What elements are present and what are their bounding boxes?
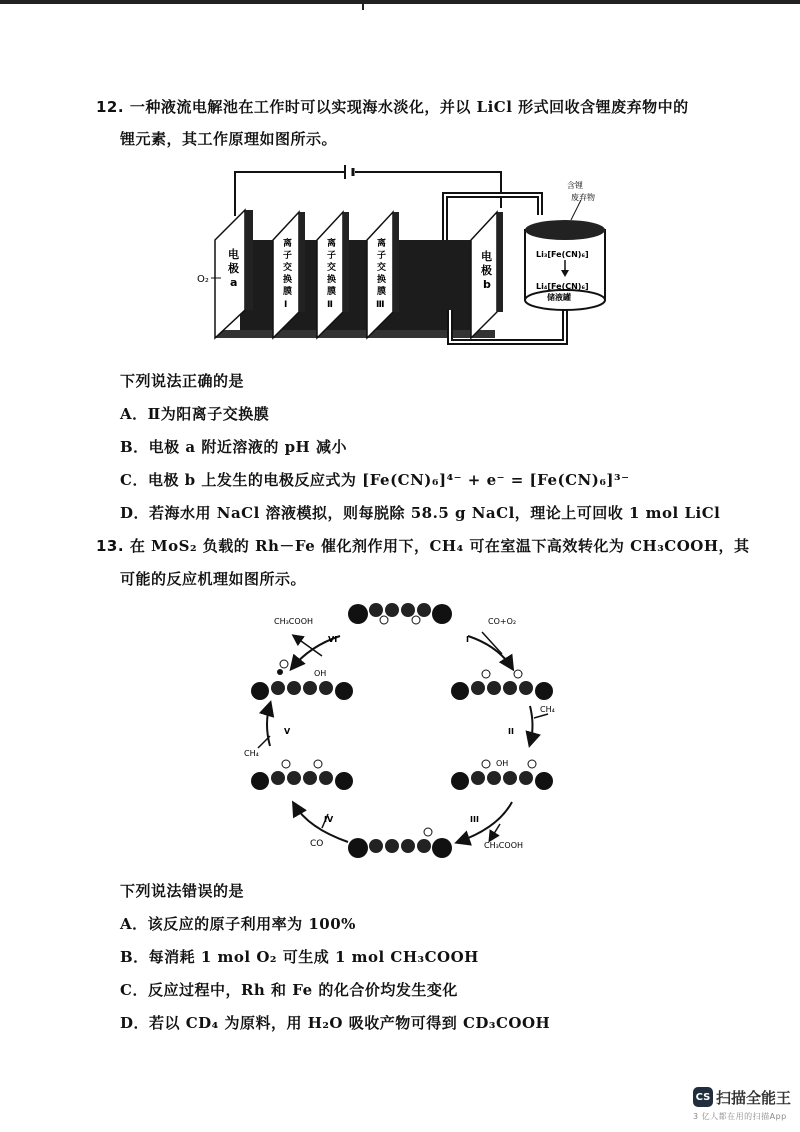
tank-label-li3: Li₃[Fe(CN)₆] bbox=[536, 250, 589, 259]
q12-option-c: C．电极 b 上发生的电极反应式为 [Fe(CN)₆]⁴⁻ + e⁻ = [Fe(CN)₆]³⁻ bbox=[120, 471, 630, 489]
scanner-app-name: 扫描全能王 bbox=[716, 1089, 792, 1107]
electrode-b-char-1: 电 bbox=[481, 250, 492, 263]
q12-prompt: 下列说法正确的是 bbox=[120, 372, 245, 390]
electrode-b-char-3: b bbox=[483, 278, 491, 291]
catalyst-chain-right-upper bbox=[451, 670, 553, 700]
membrane-3-char-3: 交 bbox=[377, 263, 387, 273]
label-ch3cooh-top: CH₃COOH bbox=[274, 617, 314, 626]
catalyst-chain-left-lower bbox=[251, 760, 353, 790]
label-oh-left: OH bbox=[314, 669, 327, 678]
step-label-vi: VI bbox=[328, 635, 338, 644]
q13-option-a: A．该反应的原子利用率为 100% bbox=[120, 915, 356, 933]
membrane-3-char-1: 离 bbox=[377, 239, 387, 249]
tank-label-tank: 储液罐 bbox=[547, 293, 571, 302]
membrane-2-number: Ⅱ bbox=[327, 300, 333, 310]
top-tick-mark bbox=[362, 4, 364, 10]
scanner-tagline: 3 亿人都在用的扫描App bbox=[693, 1112, 787, 1121]
cycle-arrow-iv bbox=[294, 804, 348, 842]
q12-stem-text-1: 一种液流电解池在工作时可以实现海水淡化，并以 LiCl 形式回收含锂废弃物中的 bbox=[129, 98, 689, 116]
cycle-arrow-v bbox=[267, 704, 270, 746]
cycle-arrow-iii bbox=[458, 802, 512, 842]
o2-inlet-label: O₂ bbox=[197, 274, 209, 285]
membrane-2-char-2: 子 bbox=[327, 251, 337, 261]
catalyst-chain-left-upper bbox=[251, 660, 353, 700]
q12-electrolysis-figure bbox=[195, 160, 635, 355]
catalyst-chain-top bbox=[348, 603, 452, 624]
tank-label-waste: 废弃物 bbox=[571, 193, 595, 202]
q12-number: 12. bbox=[96, 98, 125, 116]
membrane-3-char-4: 换 bbox=[377, 275, 387, 285]
membrane-2-char-5: 膜 bbox=[327, 287, 337, 297]
q13-prompt: 下列说法错误的是 bbox=[120, 882, 245, 900]
q13-option-d: D．若以 CD₄ 为原料，用 H₂O 吸收产物可得到 CD₃COOH bbox=[120, 1014, 551, 1032]
tank-label-li4: Li₄[Fe(CN)₆] bbox=[536, 282, 589, 291]
q13-stem-text-1: 在 MoS₂ 负载的 Rh－Fe 催化剂作用下，CH₄ 可在室温下高效转化为 CH₃COOH，其 bbox=[129, 537, 750, 555]
step-label-ii: II bbox=[508, 727, 514, 736]
q13-number: 13. bbox=[96, 537, 125, 555]
q13-mechanism-figure bbox=[230, 596, 570, 866]
scanner-logo-icon: CS bbox=[693, 1087, 713, 1107]
label-ch3cooh-bottom: CH₃COOH bbox=[484, 841, 524, 850]
q13-option-c: C．反应过程中，Rh 和 Fe 的化合价均发生变化 bbox=[120, 981, 458, 999]
membrane-3-char-2: 子 bbox=[377, 251, 387, 261]
tank-label-lithium: 含锂 bbox=[567, 181, 583, 190]
q13-option-b: B．每消耗 1 mol O₂ 可生成 1 mol CH₃COOH bbox=[120, 948, 479, 966]
membrane-2-char-3: 交 bbox=[327, 263, 337, 273]
membrane-1-char-5: 膜 bbox=[283, 287, 293, 297]
q12-option-b: B．电极 a 附近溶液的 pH 减小 bbox=[120, 438, 347, 456]
label-ch4-left: CH₄ bbox=[244, 749, 259, 758]
membrane-3-number: Ⅲ bbox=[376, 300, 385, 310]
electrode-b-char-2: 极 bbox=[481, 264, 492, 277]
q13-stem-line-1 bbox=[96, 535, 750, 556]
step-label-i: I bbox=[466, 635, 469, 644]
electrode-a-char-1: 电 bbox=[228, 248, 239, 261]
q12-stem-line-2: 锂元素，其工作原理如图所示。 bbox=[120, 130, 338, 148]
catalyst-chain-bottom bbox=[348, 828, 452, 858]
q13-stem-line-2: 可能的反应机理如图所示。 bbox=[120, 570, 307, 588]
membrane-2-char-1: 离 bbox=[327, 239, 337, 249]
q12-stem-line-1 bbox=[96, 96, 689, 117]
top-border-line bbox=[0, 0, 800, 4]
label-ch4-right: CH₄ bbox=[540, 705, 555, 714]
membrane-1-number: Ⅰ bbox=[284, 300, 288, 310]
step-label-v: V bbox=[284, 727, 291, 736]
membrane-1-char-2: 子 bbox=[283, 251, 293, 261]
step-label-iv: IV bbox=[324, 815, 334, 824]
membrane-1-char-4: 换 bbox=[283, 275, 293, 285]
label-oh-right: OH bbox=[496, 759, 509, 768]
electrode-a-char-3: a bbox=[230, 276, 238, 289]
q12-option-d: D．若海水用 NaCl 溶液模拟，则每脱除 58.5 g NaCl，理论上可回收 1 mol LiCl bbox=[120, 504, 721, 522]
cycle-arrow-ii bbox=[530, 706, 533, 744]
label-co-bottom: CO bbox=[310, 839, 324, 849]
electrode-a-char-2: 极 bbox=[228, 262, 239, 275]
membrane-1-char-3: 交 bbox=[283, 263, 293, 273]
step-label-iii: III bbox=[470, 815, 479, 824]
membrane-3-char-5: 膜 bbox=[377, 287, 387, 297]
membrane-1-char-1: 离 bbox=[283, 239, 293, 249]
membrane-2-char-4: 换 bbox=[327, 275, 337, 285]
label-co-o2: CO+O₂ bbox=[488, 617, 517, 626]
q12-option-a: A．Ⅱ为阳离子交换膜 bbox=[120, 405, 270, 423]
